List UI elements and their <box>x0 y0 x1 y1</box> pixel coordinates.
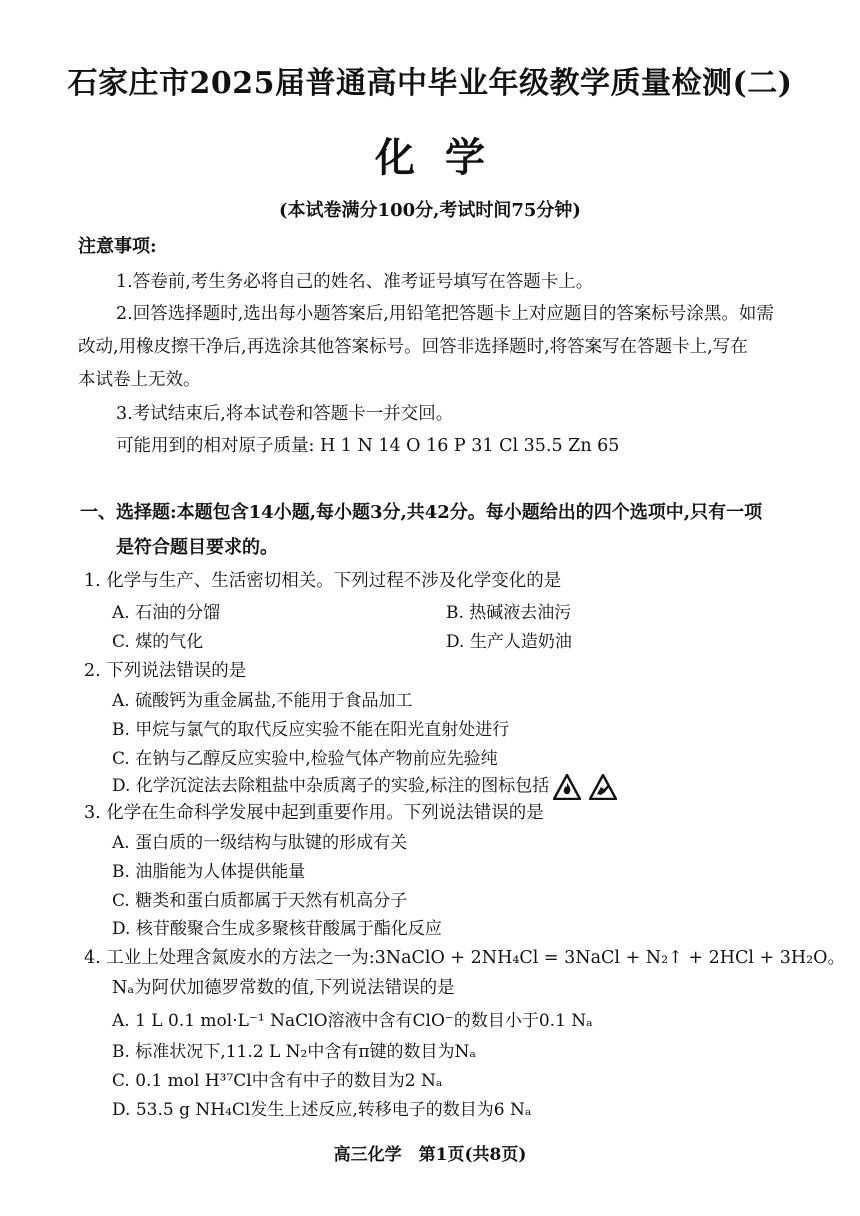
flame-hazard-icon <box>553 774 581 800</box>
question-4-stem-2: Nₐ为阿伏加德罗常数的值,下列说法错误的是 <box>112 978 455 998</box>
section-1-heading-line-1: 一、选择题:本题包含14小题,每小题3分,共42分。每小题给出的四个选项中,只有一项 <box>80 502 763 523</box>
hand-wash-icon <box>589 774 617 800</box>
notice-heading: 注意事项: <box>78 236 157 257</box>
question-4-equation: 3NaClO + 2NH₄Cl = 3NaCl + N₂↑ + 2HCl + 3H₂O。 <box>374 948 846 968</box>
question-1-option-d: D. 生产人造奶油 <box>446 632 572 652</box>
atomic-mass-line: 可能用到的相对原子质量: H 1 N 14 O 16 P 31 Cl 35.5 Zn 65 <box>116 436 620 456</box>
question-4-option-c: C. 0.1 mol H³⁷Cl中含有中子的数目为2 Nₐ <box>112 1071 443 1091</box>
question-3-option-d: D. 核苷酸聚合生成多聚核苷酸属于酯化反应 <box>112 919 442 939</box>
question-4-option-d: D. 53.5 g NH₄Cl发生上述反应,转移电子的数目为6 Nₐ <box>112 1100 532 1120</box>
question-2-stem: 2. 下列说法错误的是 <box>84 661 247 681</box>
question-4-stem-row <box>84 944 845 969</box>
question-2-option-d-row <box>112 771 617 800</box>
question-1-stem: 1. 化学与生产、生活密切相关。下列过程不涉及化学变化的是 <box>84 571 562 591</box>
question-1-option-b: B. 热碱液去油污 <box>446 603 572 623</box>
notice-item-2-line-2: 改动,用橡皮擦干净后,再选涂其他答案标号。回答非选择题时,将答案写在答题卡上,写在 <box>78 337 748 357</box>
question-3-option-a: A. 蛋白质的一级结构与肽键的形成有关 <box>112 833 408 853</box>
page-footer: 高三化学 第1页(共8页) <box>333 1145 527 1165</box>
question-2-option-b: B. 甲烷与氯气的取代反应实验不能在阳光直射处进行 <box>112 720 510 740</box>
hazard-icons <box>553 774 617 800</box>
question-4-option-a: A. 1 L 0.1 mol·L⁻¹ NaClO溶液中含有ClO⁻的数目小于0.1 Nₐ <box>112 1011 593 1031</box>
question-1-option-c: C. 煤的气化 <box>112 632 204 652</box>
exam-info: (本试卷满分100分,考试时间75分钟) <box>279 200 581 221</box>
exam-title: 石家庄市2025届普通高中毕业年级教学质量检测(二) <box>67 66 793 101</box>
question-2-option-a: A. 硫酸钙为重金属盐,不能用于食品加工 <box>112 691 413 711</box>
question-2-option-d: D. 化学沉淀法去除粗盐中杂质离子的实验,标注的图标包括 <box>112 776 550 796</box>
notice-item-3: 3.考试结束后,将本试卷和答题卡一并交回。 <box>116 404 454 424</box>
question-3-stem: 3. 化学在生命科学发展中起到重要作用。下列说法错误的是 <box>84 803 544 823</box>
notice-item-2-line-1: 2.回答选择题时,选出每小题答案后,用铅笔把答题卡上对应题目的答案标号涂黑。如需 <box>116 304 774 324</box>
notice-item-1: 1.答卷前,考生务必将自己的姓名、准考证号填写在答题卡上。 <box>116 272 594 292</box>
question-2-option-c: C. 在钠与乙醇反应实验中,检验气体产物前应先验纯 <box>112 749 498 769</box>
question-1-option-a: A. 石油的分馏 <box>112 603 221 623</box>
section-1-heading-line-2: 是符合题目要求的。 <box>116 537 278 558</box>
question-3-option-b: B. 油脂能为人体提供能量 <box>112 862 306 882</box>
question-4-option-b: B. 标准状况下,11.2 L N₂中含有π键的数目为Nₐ <box>112 1042 476 1062</box>
subject-title: 化学 <box>375 134 515 181</box>
question-3-option-c: C. 糖类和蛋白质都属于天然有机高分子 <box>112 891 408 911</box>
notice-item-2-line-3: 本试卷上无效。 <box>78 370 201 390</box>
question-4-stem: 4. 工业上处理含氮废水的方法之一为: <box>84 948 375 968</box>
